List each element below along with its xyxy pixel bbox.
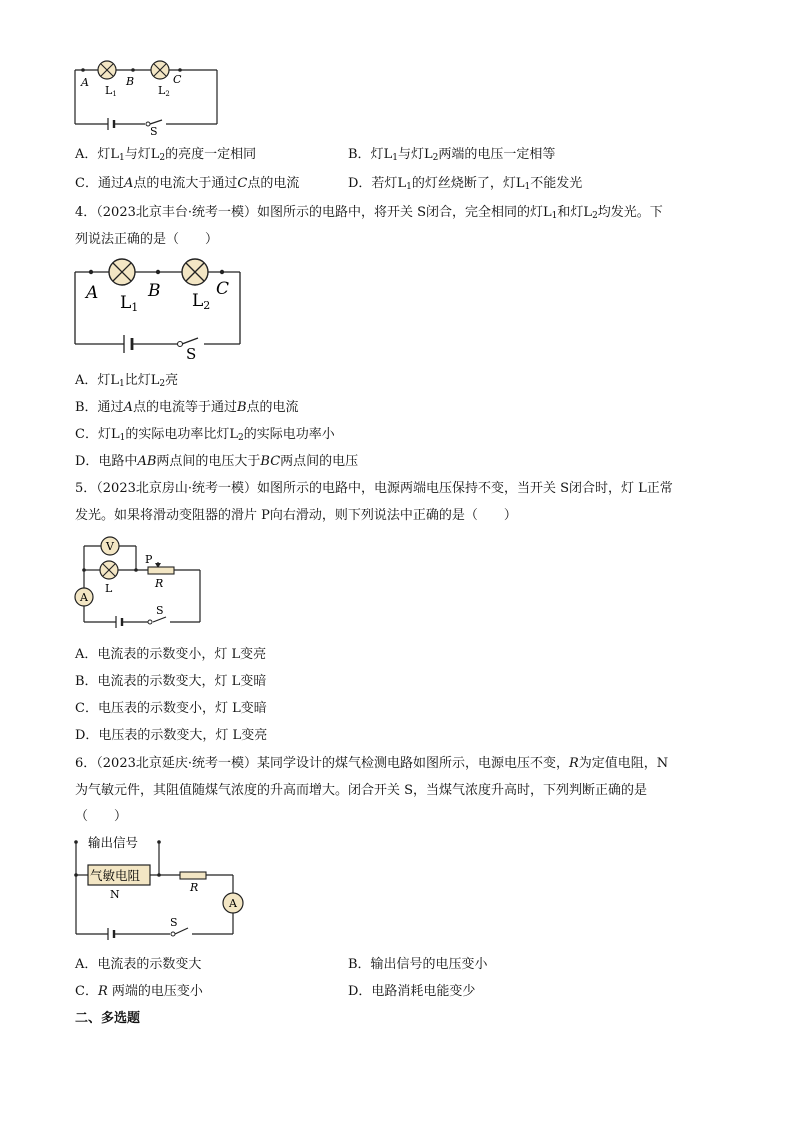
- q6-option-d[interactable]: D．电路消耗电能变少: [348, 984, 476, 999]
- q4-battery: [124, 335, 132, 353]
- q5-label-r: R: [155, 577, 164, 590]
- q3-label-a: A: [81, 76, 89, 89]
- q3-battery: [108, 118, 114, 130]
- q5-voltmeter: [101, 537, 119, 555]
- q6-terminal-right: [157, 840, 161, 844]
- q3-label-b: B: [126, 75, 135, 88]
- q6-node-right: [157, 873, 161, 877]
- q3-label-l2: L2: [158, 84, 170, 98]
- q5-option-b[interactable]: B．电流表的示数变大，灯 L变暗: [75, 674, 267, 689]
- q5-node-1: [82, 568, 86, 572]
- q6-label-s: S: [170, 916, 178, 929]
- q6-output-signal-label: 输出信号: [88, 835, 139, 850]
- q4-option-b[interactable]: B．通过A点的电流等于通过B点的电流: [75, 400, 299, 415]
- q5-stem-line1: 5．（2023北京房山·统考一模）如图所示的电路中，电源两端电压保持不变，当开关 S闭合时，灯 L正常: [75, 481, 673, 496]
- q5-switch-pivot: [148, 620, 152, 624]
- q6-battery: [108, 928, 114, 940]
- q4-stem-line2: 列说法正确的是（ ）: [75, 232, 219, 247]
- q5-stem-line2: 发光。如果将滑动变阻器的滑片 P向右滑动，则下列说法中正确的是（ ）: [75, 508, 517, 523]
- q5-label-p: P: [145, 553, 153, 566]
- q6-stem-line1: 6．（2023北京延庆·统考一模）某同学设计的煤气检测电路如图所示，电源电压不变，R为定值电阻，N: [75, 756, 669, 771]
- q6-option-a[interactable]: A．电流表的示数变大: [75, 957, 202, 972]
- q6-resistor-r: [180, 872, 206, 879]
- q4-node-a: [89, 270, 93, 274]
- q3-node-b: [131, 68, 135, 72]
- q4-lamp-l1: [109, 259, 135, 285]
- q6-ammeter: [223, 893, 243, 913]
- q6-gas-sensor-label: 气敏电阻: [90, 868, 141, 883]
- q6-label-r: R: [190, 881, 199, 894]
- q4-label-s: S: [186, 345, 197, 362]
- q6-terminal-left: [74, 840, 78, 844]
- q4-label-l2: L2: [192, 291, 211, 312]
- q5-label-s: S: [156, 604, 164, 617]
- q3-node-c: [178, 68, 182, 72]
- q5-node-2: [134, 568, 138, 572]
- q4-stem-line1: 4．（2023北京丰台·统考一模）如图所示的电路中，将开关 S闭合，完全相同的灯$L_1$和灯$L_2$均发光。下: [75, 205, 663, 221]
- q6-ammeter-symbol: A: [229, 897, 237, 910]
- q3-label-l1: L1: [105, 84, 117, 98]
- q4-node-c: [220, 270, 224, 274]
- q3-circuit-diagram: [70, 58, 230, 136]
- q5-lamp-l: [100, 561, 118, 579]
- q4-label-l1: L1: [120, 293, 139, 314]
- q6-stem-line3: （ ）: [75, 809, 128, 824]
- q3-label-c: C: [173, 73, 182, 86]
- q3-lamp-l1: [98, 61, 116, 79]
- q4-option-c[interactable]: C．灯$L_1$的实际电功率比灯$L_2$的实际电功率小: [75, 427, 335, 443]
- q5-circuit-diagram: [70, 532, 210, 640]
- q5-ammeter: [75, 588, 93, 606]
- q3-option-b[interactable]: B．灯$L_1$与灯$L_2$两端的电压一定相等: [348, 147, 556, 163]
- q5-voltmeter-symbol: V: [106, 540, 114, 553]
- q4-label-b: B: [148, 281, 161, 301]
- q5-option-a[interactable]: A．电流表的示数变小，灯 L变亮: [75, 647, 267, 662]
- q3-option-d[interactable]: D．若灯$L_1$的灯丝烧断了，灯$L_1$不能发光: [348, 176, 583, 192]
- q3-option-c[interactable]: C．通过A点的电流大于通过C点的电流: [75, 176, 300, 191]
- q3-label-s: S: [150, 125, 158, 136]
- q5-rheostat: [148, 567, 174, 574]
- q6-label-n: N: [110, 888, 120, 901]
- q3-node-a: [81, 68, 85, 72]
- q5-option-d[interactable]: D．电压表的示数变大，灯 L变亮: [75, 728, 268, 743]
- q6-switch-pivot: [171, 932, 175, 936]
- q4-label-a: A: [86, 283, 99, 303]
- q6-node-left: [74, 873, 78, 877]
- q3-lamp-l2: [151, 61, 169, 79]
- q4-option-d[interactable]: D．电路中AB两点间的电压大于BC两点间的电压: [75, 454, 359, 469]
- q4-node-b: [156, 270, 160, 274]
- q6-stem-line2: 为气敏元件，其阻值随煤气浓度的升高而增大。闭合开关 S，当煤气浓度升高时，下列判断正确的是: [75, 783, 648, 798]
- q6-option-c[interactable]: C．R 两端的电压变小: [75, 984, 203, 999]
- q4-option-a[interactable]: A．灯$L_1$比灯$L_2$亮: [75, 373, 179, 389]
- q6-option-b[interactable]: B．输出信号的电压变小: [348, 957, 488, 972]
- q6-circuit-diagram: [70, 830, 250, 948]
- q4-label-c: C: [216, 279, 230, 299]
- section-heading-multiple-choice: 二、多选题: [75, 1011, 141, 1026]
- q4-circuit-diagram: [70, 256, 248, 362]
- q4-lamp-l2: [182, 259, 208, 285]
- q5-battery: [116, 616, 122, 628]
- q5-option-c[interactable]: C．电压表的示数变小，灯 L变暗: [75, 701, 267, 716]
- q4-switch-pivot: [178, 342, 183, 347]
- q5-ammeter-symbol: A: [80, 591, 88, 604]
- q5-label-l: L: [105, 582, 113, 595]
- q3-option-a[interactable]: A．灯$L_1$与灯$L_2$的亮度一定相同: [75, 147, 257, 163]
